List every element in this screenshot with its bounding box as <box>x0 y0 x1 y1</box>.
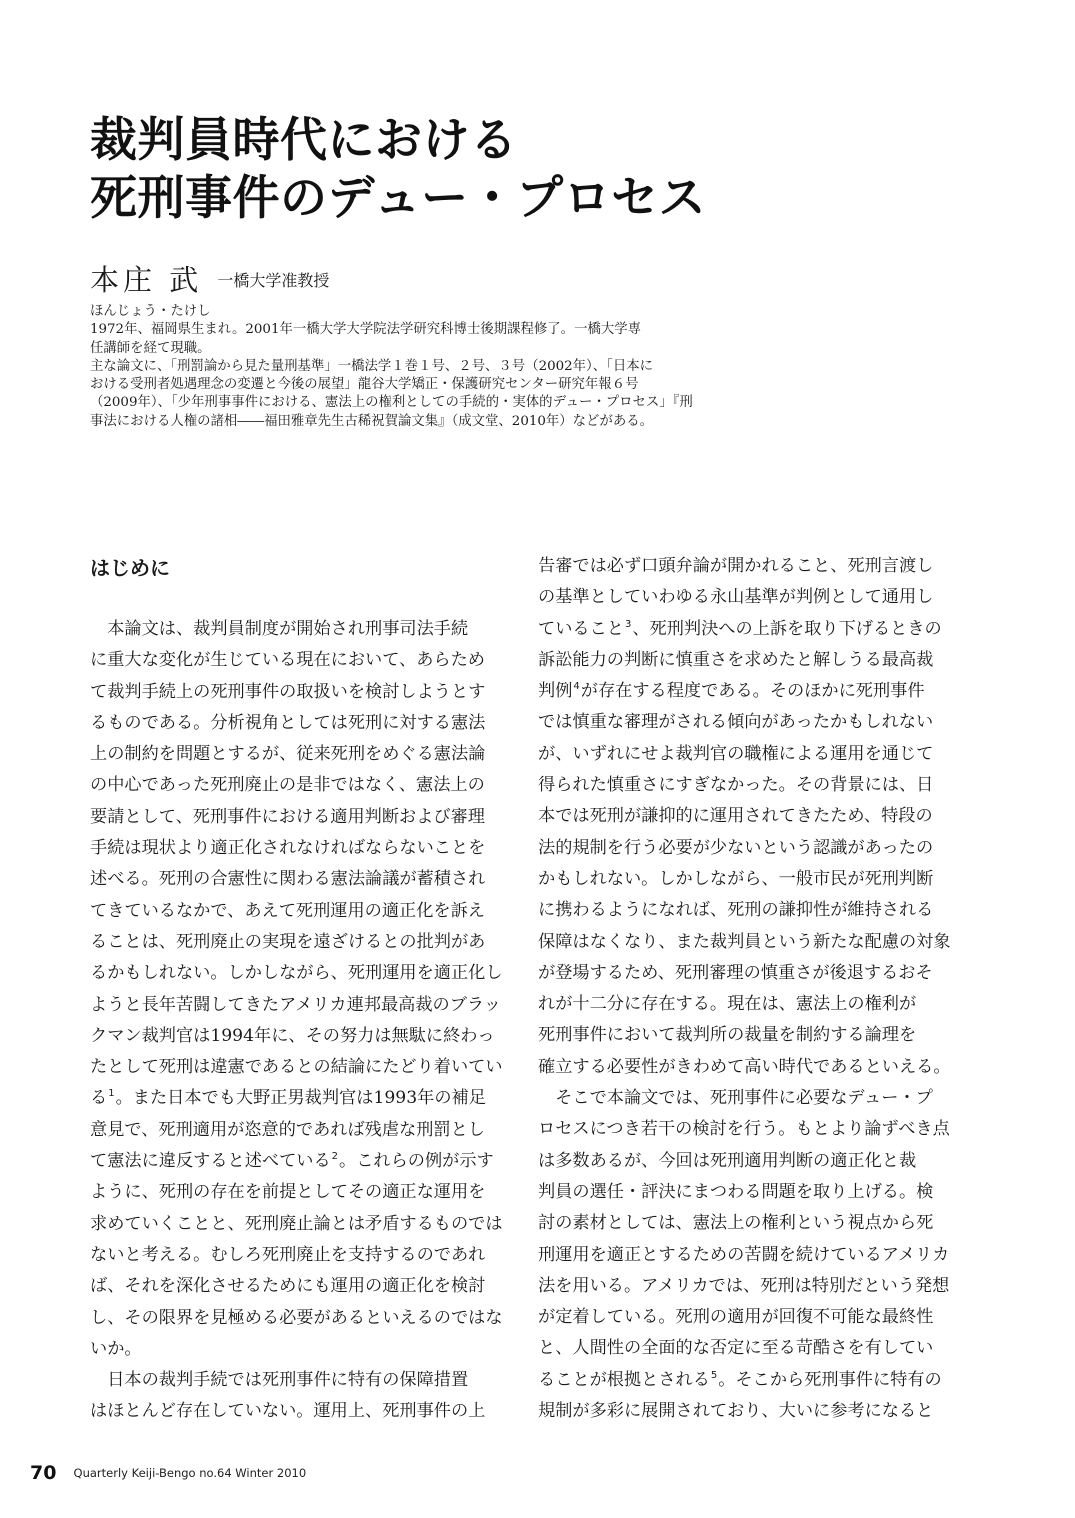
body-text: 確立する必要性がきわめて高い時代であるといえる。 <box>538 1056 951 1077</box>
body-line <box>538 739 958 770</box>
body-column-left <box>90 614 510 1428</box>
body-column-right <box>538 551 958 1427</box>
body-text: はほとんど存在していない。運用上、死刑事件の上 <box>90 1401 486 1422</box>
page-number: 70 <box>30 1462 57 1484</box>
body-text: クマン裁判官は1994年に、その努力は無駄に終わっ <box>90 1025 495 1046</box>
title-line-1: 裁判員時代における <box>90 113 518 168</box>
body-text: が定着している。死刑の適用が回復不可能な最終性 <box>538 1307 934 1328</box>
body-text: の中心であった死刑廃止の是非ではなく、憲法上の <box>90 775 485 796</box>
body-text: て憲法に違反すると述べている <box>90 1151 331 1172</box>
body-line <box>538 864 958 895</box>
body-text: たとして死刑は違憲であるとの結論にたどり着いてい <box>90 1057 503 1078</box>
body-text: ロセスにつき若干の検討を行う。もとより論ずべき点 <box>538 1119 950 1140</box>
bio-line: 事法における人権の諸相――福田雅章先生古稀祝賀論文集』（成文堂、2010年）などがある。 <box>90 413 654 429</box>
body-line <box>90 1334 510 1365</box>
body-line <box>538 1146 958 1177</box>
body-text: 刑運用を適正とするための苦闘を続けているアメリカ <box>538 1244 950 1265</box>
body-line <box>538 958 958 989</box>
author-line <box>90 258 329 299</box>
body-text: ていること <box>538 618 624 639</box>
bio-line: （2009年）、「少年刑事事件における、憲法上の権利としての手続的・実体的デュー・プロセス」『刑 <box>90 395 693 411</box>
body-line <box>90 1209 510 1240</box>
body-text: 判例 <box>538 681 573 702</box>
body-text: 討の素材としては、憲法上の権利という視点から死 <box>538 1213 934 1234</box>
body-text: 本では死刑が謙抑的に運用されてきたため、特段の <box>538 806 933 827</box>
body-text: ようと長年苦闘してきたアメリカ連邦最高裁のブラッ <box>90 994 501 1015</box>
body-text: に携わるようになれば、死刑の謙抑性が維持される <box>538 900 934 921</box>
body-text: と、人間性の全面的な否定に至る苛酷さを有してい <box>538 1338 934 1359</box>
body-text: 。また日本でも大野正男裁判官は1993年の補足 <box>115 1088 486 1109</box>
body-text: 。そこから死刑事件に特有の <box>718 1369 942 1390</box>
body-line <box>538 927 958 958</box>
body-line <box>90 958 510 989</box>
body-text: て裁判手続上の死刑事件の取扱いを検討しようとす <box>90 681 486 702</box>
article-title <box>90 112 990 228</box>
body-line <box>90 1177 510 1208</box>
body-line <box>90 1303 510 1334</box>
footnote-marker: 4 <box>573 681 580 693</box>
body-line <box>538 895 958 926</box>
body-line <box>538 801 958 832</box>
body-text: ないと考える。むしろ死刑廃止を支持するのであれ <box>90 1244 486 1265</box>
body-line <box>90 1021 510 1052</box>
body-line <box>538 676 958 707</box>
body-text: ば、それを深化させるためにも運用の適正化を検討 <box>90 1276 486 1297</box>
bio-line: 任講師を経て現職。 <box>90 340 211 356</box>
body-line <box>90 802 510 833</box>
body-line <box>538 1240 958 1271</box>
body-text: 死刑事件において裁判所の裁量を制約する論理を <box>538 1025 917 1046</box>
body-line <box>538 1396 958 1427</box>
body-text: に重大な変化が生じている現在において、あらため <box>90 650 485 671</box>
body-text: 法を用いる。アメリカでは、死刑は特別だという発想 <box>538 1275 950 1296</box>
body-line <box>538 1177 958 1208</box>
author-name: 本庄 武 <box>90 263 203 297</box>
body-text: 訴訟能力の判断に慎重さを求めたと解しうる最高裁 <box>538 649 934 670</box>
body-text: 保障はなくなり、また裁判員という新たな配慮の対象 <box>538 931 951 952</box>
body-text: が、いずれにせよ裁判官の職権による運用を通じて <box>538 743 934 764</box>
body-line <box>90 1052 510 1083</box>
body-text: 要請として、死刑事件における適用判断および審理 <box>90 806 485 827</box>
body-text: は多数あるが、今回は死刑適用判断の適正化と裁 <box>538 1150 917 1171</box>
body-line <box>90 739 510 770</box>
author-affiliation: 一橋大学准教授 <box>217 271 330 290</box>
body-line <box>538 1114 958 1145</box>
body-text: では慎重な審理がされる傾向があったかもしれない <box>538 712 934 733</box>
footnote-marker: 3 <box>624 618 632 630</box>
body-text: 告審では必ず口頭弁論が開かれること、死刑言渡し <box>538 556 934 576</box>
body-line <box>90 896 510 927</box>
body-text: が存在する程度である。そのほかに死刑事件 <box>580 681 925 702</box>
body-line <box>90 645 510 676</box>
body-text: ように、死刑の存在を前提としてその適正な運用を <box>90 1182 486 1203</box>
body-line <box>90 1396 510 1427</box>
body-text: 本論文は、裁判員制度が開始され刑事司法手続 <box>90 619 469 639</box>
title-line-2: 死刑事件のデュー・プロセス <box>90 171 707 226</box>
body-text: 、死刑判決への上訴を取り下げるときの <box>632 618 942 639</box>
body-line <box>538 833 958 864</box>
body-line <box>90 770 510 801</box>
body-text: 判員の選任・評決にまつわる問題を取り上げる。検 <box>538 1181 934 1202</box>
body-line <box>90 1146 510 1177</box>
author-bio <box>90 303 693 431</box>
body-line <box>538 614 958 645</box>
body-line <box>538 582 958 613</box>
body-text: 。これらの例が示す <box>339 1151 494 1172</box>
body-text: てきているなかで、あえて死刑運用の適正化を訴え <box>90 900 485 921</box>
body-text: が登場するため、死刑審理の慎重さが後退するおそ <box>538 962 933 983</box>
bio-line: 主な論文に、「刑罰論から見た量刑基準」一橋法学１巻１号、２号、３号（2002年）、「日本に <box>90 358 653 374</box>
body-line <box>90 1083 510 1114</box>
body-text: の基準としていわゆる永山基準が判例として通用し <box>538 587 934 608</box>
body-line <box>90 990 510 1021</box>
body-line <box>90 708 510 739</box>
body-line <box>90 677 510 708</box>
body-line <box>90 1240 510 1271</box>
body-text: れが十二分に存在する。現在は、憲法上の権利が <box>538 994 917 1015</box>
body-text: ることが根拠とされる <box>538 1369 710 1390</box>
body-line <box>90 864 510 895</box>
body-text: いか。 <box>90 1338 142 1359</box>
body-line <box>538 1333 958 1364</box>
body-text: 規制が多彩に展開されており、大いに参考になると <box>538 1401 934 1422</box>
body-line <box>538 770 958 801</box>
body-line <box>90 614 510 645</box>
body-text: るものである。分析視角としては死刑に対する憲法 <box>90 712 486 733</box>
body-text: る <box>90 1088 108 1109</box>
body-text: かもしれない。しかしながら、一般市民が死刑判断 <box>538 868 934 889</box>
body-text: 法的規制を行う必要が少ないという認識があったの <box>538 837 934 858</box>
footnote-marker: 1 <box>108 1088 115 1100</box>
body-text: そこで本論文では、死刑事件に必要なデュー・プ <box>538 1088 933 1109</box>
body-line <box>538 1208 958 1239</box>
body-text: し、その限界を見極める必要があるといえるのではな <box>90 1307 503 1328</box>
body-text: 上の制約を問題とするが、従来死刑をめぐる憲法論 <box>90 744 486 765</box>
body-line <box>538 1365 958 1396</box>
footnote-marker: 5 <box>710 1369 718 1381</box>
body-line <box>538 1271 958 1302</box>
body-line <box>538 1052 958 1083</box>
body-line <box>90 1271 510 1302</box>
footnote-marker: 2 <box>331 1151 339 1163</box>
section-heading: はじめに <box>90 556 170 580</box>
body-line <box>538 1302 958 1333</box>
body-line <box>90 833 510 864</box>
body-text: 求めていくことと、死刑廃止論とは矛盾するものでは <box>90 1213 503 1234</box>
body-text: 手続は現状より適正化されなければならないことを <box>90 838 486 859</box>
bio-line: 1972年、福岡県生まれ。2001年一橋大学大学院法学研究科博士後期課程修了。一橋大学専 <box>90 322 642 338</box>
body-line <box>90 1115 510 1146</box>
body-text: 意見で、死刑適用が恣意的であれば残虐な刑罰とし <box>90 1119 485 1140</box>
body-line <box>538 1020 958 1051</box>
body-line <box>538 551 958 582</box>
body-text: ることは、死刑廃止の実現を遠ざけるとの批判があ <box>90 931 486 952</box>
body-line <box>90 1365 510 1396</box>
bio-line: おける受刑者処遇理念の変遷と今後の展望」龍谷大学矯正・保護研究センター研究年報６号 <box>90 377 639 393</box>
body-text: るかもしれない。しかしながら、死刑運用を適正化し <box>90 963 503 984</box>
body-line <box>538 645 958 676</box>
body-text: 述べる。死刑の合憲性に関わる憲法論議が蓄積され <box>90 869 486 890</box>
body-line <box>90 927 510 958</box>
bio-line: ほんじょう・たけし <box>90 304 211 319</box>
body-text: 日本の裁判手続では死刑事件に特有の保障措置 <box>90 1370 469 1391</box>
body-line <box>538 707 958 738</box>
page-footer <box>30 1462 306 1484</box>
journal-name: Quarterly Keiji-Bengo no.64 Winter 2010 <box>73 1466 307 1480</box>
body-text: 得られた慎重さにすぎなかった。その背景には、日 <box>538 775 934 796</box>
body-line <box>538 1083 958 1114</box>
body-line <box>538 989 958 1020</box>
